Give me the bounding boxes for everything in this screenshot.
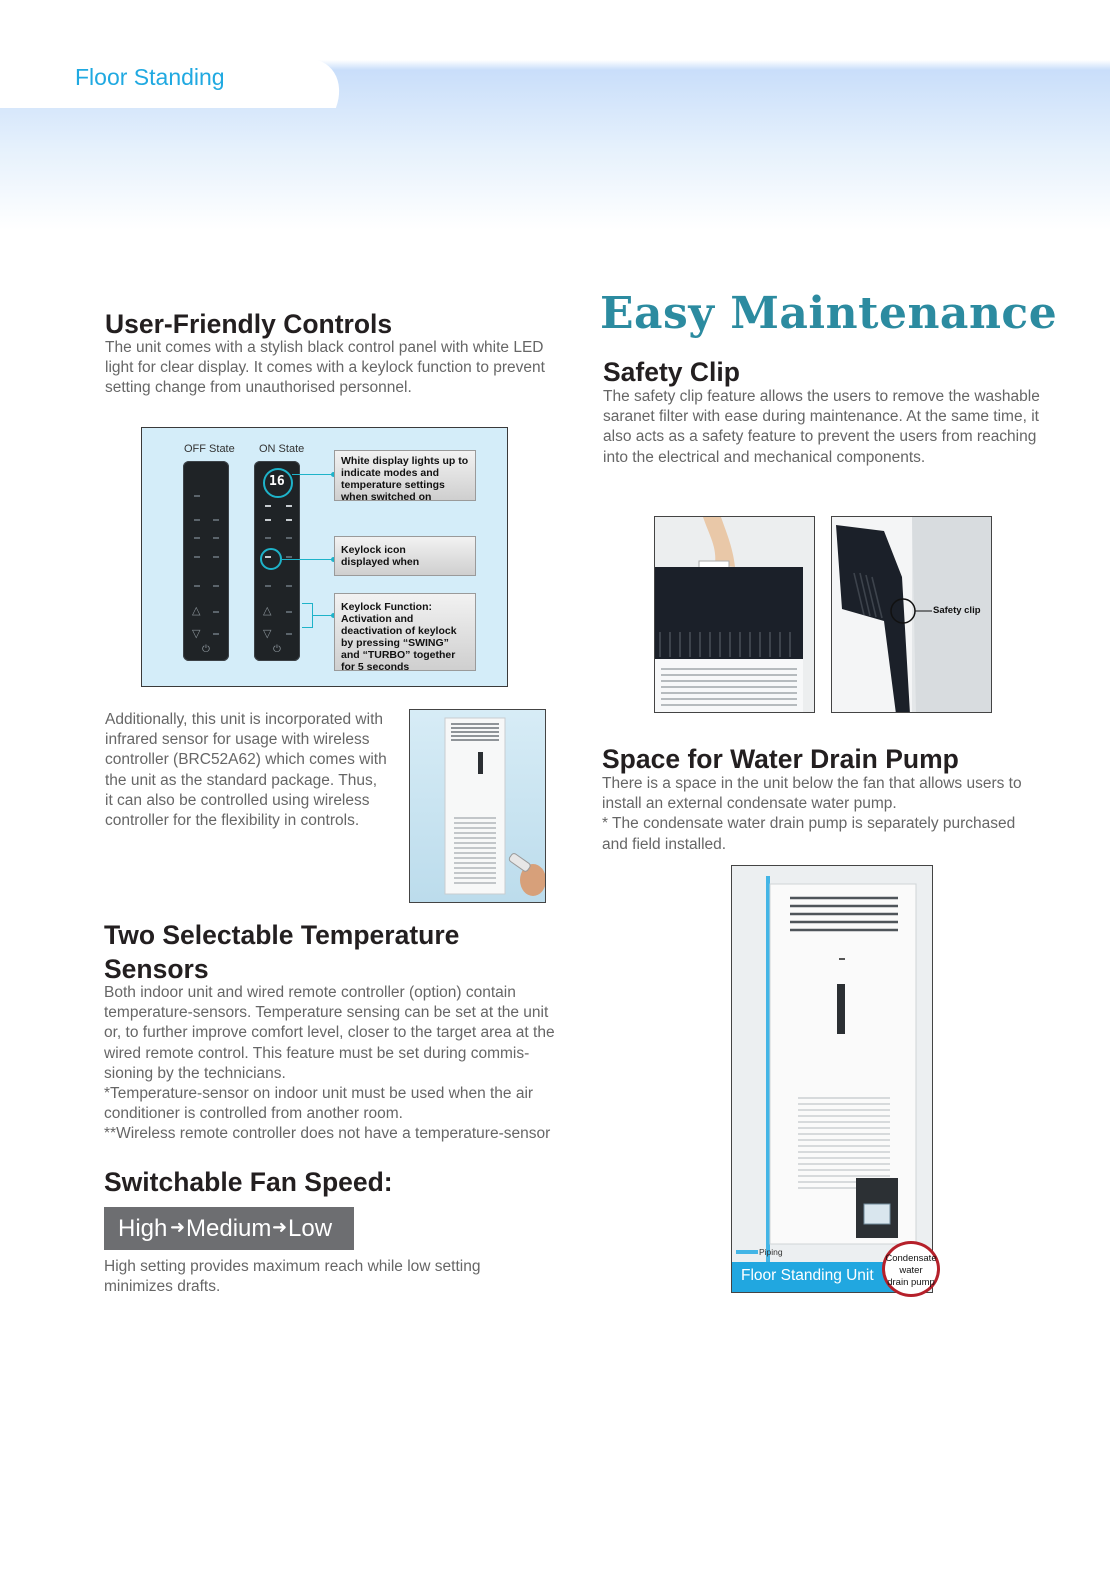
easy-maintenance-title: Easy Maintenance xyxy=(600,288,1058,339)
floor-unit-drain-illustration xyxy=(732,866,933,1293)
text-line: light for clear display. It comes with a keylock function to prevent xyxy=(105,359,545,377)
pump-label-line: water xyxy=(899,1265,923,1276)
text-line: the unit as the standard package. Thus, xyxy=(105,771,378,789)
drain-pump-circle xyxy=(882,1241,940,1297)
text-line: install an external condensate water pump. xyxy=(602,795,897,813)
text-line: controller (BRC52A62) which comes with xyxy=(105,751,387,769)
callout-line-text: displayed when xyxy=(341,556,420,568)
callout-line-text: for 5 seconds xyxy=(341,661,410,673)
text-line: **Wireless remote controller does not have a temperature-sensor xyxy=(104,1125,551,1143)
callout-line xyxy=(292,474,334,475)
fan-speed-title: Switchable Fan Speed: xyxy=(104,1167,393,1197)
callout-display xyxy=(334,450,476,501)
text-line: *Temperature-sensor on indoor unit must be used when the air xyxy=(104,1085,534,1103)
text-line: wired remote control. This feature must be set during commis- xyxy=(104,1044,530,1062)
power-icon: ⏻ xyxy=(202,644,210,655)
callout-line-text: White display lights up to xyxy=(341,455,469,467)
text-line: it can also be controlled using wireless xyxy=(105,791,370,809)
section-tab: Floor Standing xyxy=(75,64,225,90)
on-state-label: ON State xyxy=(259,443,305,455)
speed-medium: Medium xyxy=(186,1215,272,1242)
down-arrow-icon: ▽ xyxy=(263,628,272,640)
control-panel-figure xyxy=(141,427,508,687)
text-line: controller for the flexibility in controls. xyxy=(105,812,360,830)
fan-speed-text xyxy=(104,1257,574,1297)
down-arrow-icon: ▽ xyxy=(192,628,201,640)
speed-low: Low xyxy=(288,1215,333,1242)
callout-line-text: temperature settings xyxy=(341,479,445,491)
drain-pump-photo xyxy=(731,865,933,1293)
keylock-highlight-circle xyxy=(260,548,282,570)
up-arrow-icon: △ xyxy=(263,605,272,617)
safety-clip-text xyxy=(603,387,1063,468)
text-line: setting change from unauthorised personnel. xyxy=(105,379,412,397)
speed-high: High xyxy=(118,1215,168,1242)
callout-keylock-function xyxy=(334,593,476,671)
fan-speed-box xyxy=(104,1207,354,1250)
pump-label-line: Condensate xyxy=(885,1253,937,1264)
user-friendly-text xyxy=(105,338,575,399)
callout-line xyxy=(282,559,334,560)
callout-line-text: Keylock icon xyxy=(341,544,406,556)
text-line: There is a space in the unit below the fan that allows users to xyxy=(602,775,1022,792)
remote-off-state xyxy=(183,461,229,661)
callout-line xyxy=(302,627,313,628)
floor-unit-illustration xyxy=(410,710,546,903)
drain-pump-title: Space for Water Drain Pump xyxy=(602,744,959,774)
callout-line-text: deactivation of keylock xyxy=(341,625,457,637)
text-line: into the electrical and mechanical components. xyxy=(603,448,926,466)
callout-keylock-icon xyxy=(334,536,476,576)
text-line: and field installed. xyxy=(602,835,727,853)
arrow-right-icon: ➜ xyxy=(272,1217,288,1237)
filter-removal-illustration xyxy=(655,517,815,713)
text-line: temperature-sensors. Temperature sensing can be set at the unit xyxy=(104,1004,549,1022)
header-band xyxy=(0,0,1110,230)
callout-line xyxy=(302,603,313,604)
pump-label-line: drain pump xyxy=(887,1277,935,1288)
wireless-unit-photo xyxy=(409,709,546,903)
callout-line-text: Activation and xyxy=(341,613,414,625)
callout-line-text: by pressing “SWING” xyxy=(341,637,449,649)
off-state-label: OFF State xyxy=(184,443,235,455)
text-line: The unit comes with a stylish black control panel with white LED xyxy=(105,339,544,356)
text-line: conditioner is controlled from another room. xyxy=(104,1105,403,1123)
callout-line-text: when switched on xyxy=(341,491,432,503)
sensors-title-line1: Two Selectable Temperature xyxy=(104,920,460,950)
filter-removal-photo xyxy=(654,516,815,713)
callout-line-text: Keylock Function: xyxy=(341,601,433,613)
wireless-text xyxy=(105,710,405,831)
text-line: also acts as a safety feature to prevent the users from reaching xyxy=(603,428,1037,446)
safety-clip-photo xyxy=(831,516,992,713)
arrow-right-icon: ➜ xyxy=(170,1217,186,1237)
user-friendly-title: User-Friendly Controls xyxy=(105,309,393,339)
text-line: or, to further improve comfort level, closer to the target area at the xyxy=(104,1024,555,1042)
drain-pump-text xyxy=(602,774,1062,855)
floor-unit-label: Floor Standing Unit xyxy=(741,1267,874,1284)
text-line: Both indoor unit and wired remote controller (option) contain xyxy=(104,984,516,1001)
text-line: Additionally, this unit is incorporated with xyxy=(105,711,383,728)
text-line: minimizes drafts. xyxy=(104,1278,221,1296)
piping-label: Piping xyxy=(759,1247,783,1257)
text-line: sioning by the technicians. xyxy=(104,1064,286,1082)
text-line: * The condensate water drain pump is separately purchased xyxy=(602,815,1016,833)
text-line: saranet filter with ease during maintenance. At the same time, it xyxy=(603,408,1039,426)
power-icon: ⏻ xyxy=(273,644,281,655)
up-arrow-icon: △ xyxy=(192,605,201,617)
text-line: infrared sensor for usage with wireless xyxy=(105,731,370,749)
text-line: The safety clip feature allows the users to remove the washable xyxy=(603,388,1040,405)
text-line: High setting provides maximum reach while low setting xyxy=(104,1258,481,1275)
safety-clip-label: Safety clip xyxy=(933,605,981,616)
sensors-text xyxy=(104,983,574,1145)
sensors-title-line2: Sensors xyxy=(104,954,209,984)
callout-line-text: and “TURBO” together xyxy=(341,649,456,661)
display-digits: 16 xyxy=(269,474,285,489)
remote-on-state xyxy=(254,461,300,661)
safety-clip-title: Safety Clip xyxy=(603,357,740,387)
callout-line-text: indicate modes and xyxy=(341,467,440,479)
